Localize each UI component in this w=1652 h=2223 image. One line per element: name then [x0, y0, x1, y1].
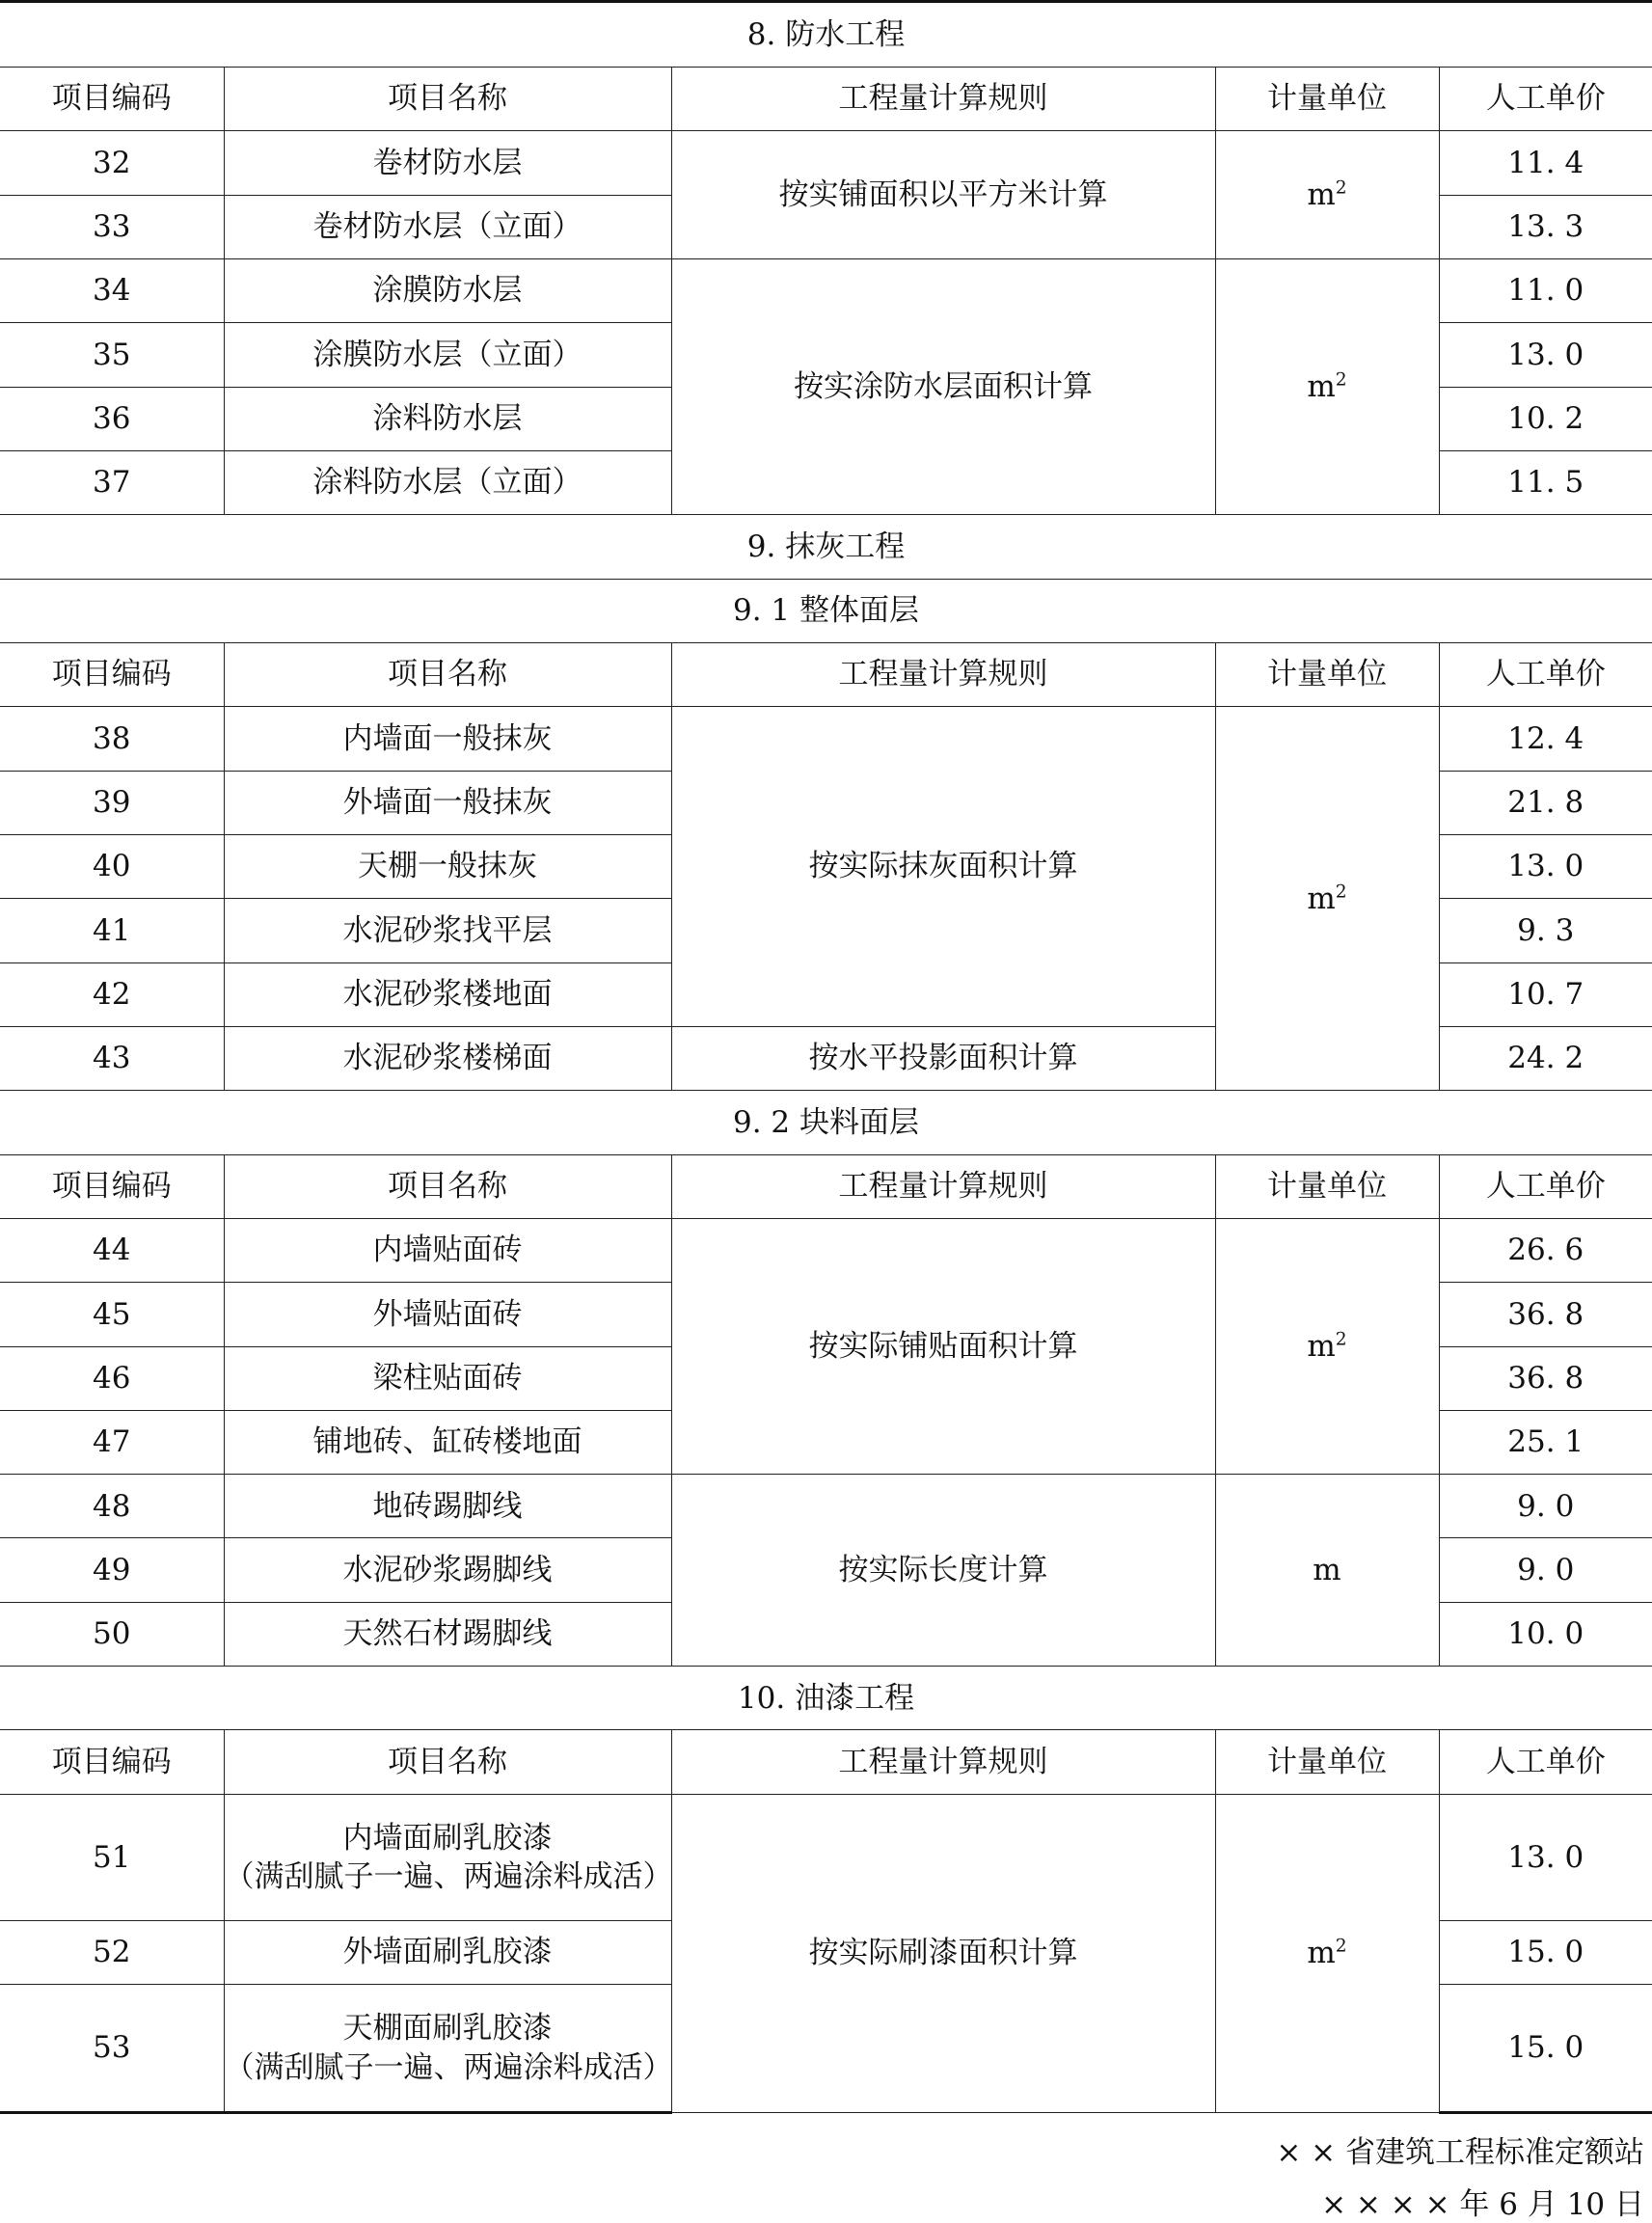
item-name-line: 卷材防水层（立面） — [312, 209, 582, 245]
item-code: 40 — [0, 834, 224, 898]
column-header: 人工单价 — [1439, 67, 1652, 130]
item-name — [224, 899, 671, 962]
labor-price: 11. 4 — [1439, 131, 1652, 195]
item-code: 51 — [0, 1794, 224, 1920]
section-title-row — [0, 2, 1652, 68]
column-header: 项目编码 — [0, 1154, 224, 1218]
item-name — [224, 1794, 671, 1920]
column-header: 项目编码 — [0, 1730, 224, 1794]
unit-cell — [1215, 707, 1439, 1091]
labor-price: 10. 0 — [1439, 1602, 1652, 1666]
calc-rule: 按实涂防水层面积计算 — [671, 258, 1215, 514]
item-name-line: 天然石材踢脚线 — [342, 1616, 553, 1652]
item-name-line: 地砖踢脚线 — [372, 1488, 523, 1524]
unit-cell — [1215, 1218, 1439, 1474]
unit-exponent: 2 — [1335, 369, 1347, 391]
column-header: 人工单价 — [1439, 1154, 1652, 1218]
unit-cell — [1215, 131, 1439, 259]
column-header: 计量单位 — [1215, 642, 1439, 706]
column-header: 计量单位 — [1215, 1154, 1439, 1218]
labor-price: 36. 8 — [1439, 1283, 1652, 1346]
item-name-line: （满刮腻子一遍、两遍涂料成活） — [224, 1858, 673, 1894]
calc-rule: 按实际长度计算 — [671, 1475, 1215, 1667]
unit-exponent: 2 — [1335, 177, 1347, 199]
calc-rule: 按实际刷漆面积计算 — [671, 1794, 1215, 2112]
item-name-line: 涂料防水层（立面） — [312, 465, 582, 501]
item-name — [224, 450, 671, 514]
item-name — [224, 1346, 671, 1410]
item-name — [224, 962, 671, 1026]
unit-exponent: 2 — [1335, 881, 1347, 903]
item-code: 39 — [0, 771, 224, 834]
unit-exponent: 2 — [1335, 1329, 1347, 1350]
item-code: 42 — [0, 962, 224, 1026]
labor-price: 15. 0 — [1439, 1920, 1652, 1984]
unit-base: m — [1307, 881, 1336, 916]
item-name — [224, 1538, 671, 1602]
item-name — [224, 1218, 671, 1282]
column-header: 项目名称 — [224, 1730, 671, 1794]
item-code: 35 — [0, 323, 224, 387]
labor-price: 21. 8 — [1439, 771, 1652, 834]
calc-rule: 按实际抹灰面积计算 — [671, 707, 1215, 1027]
item-code: 32 — [0, 131, 224, 195]
item-name-line: 外墙面刷乳胶漆 — [342, 1935, 553, 1970]
calc-rule: 按水平投影面积计算 — [671, 1026, 1215, 1090]
item-name-line: 天棚面刷乳胶漆 — [342, 2011, 553, 2047]
item-code: 48 — [0, 1475, 224, 1538]
item-name-line: 内墙面一般抹灰 — [342, 720, 553, 756]
item-name-line: 水泥砂浆找平层 — [342, 912, 553, 948]
item-name — [224, 1283, 671, 1346]
section-title: 9. 抹灰工程 — [0, 515, 1652, 579]
item-name — [224, 1475, 671, 1538]
item-code: 52 — [0, 1920, 224, 1984]
column-header: 项目名称 — [224, 1154, 671, 1218]
item-name — [224, 323, 671, 387]
unit-base: m — [1307, 1936, 1336, 1971]
item-code: 33 — [0, 195, 224, 258]
item-code: 45 — [0, 1283, 224, 1346]
column-header: 工程量计算规则 — [671, 67, 1215, 130]
item-name-line: 内墙面刷乳胶漆 — [342, 1820, 553, 1856]
item-name — [224, 1985, 671, 2113]
item-name-line: 外墙贴面砖 — [372, 1296, 523, 1332]
labor-price: 13. 0 — [1439, 1794, 1652, 1920]
header-row — [0, 1730, 1652, 1794]
labor-price: 11. 5 — [1439, 450, 1652, 514]
labor-price: 11. 0 — [1439, 258, 1652, 322]
item-name — [224, 834, 671, 898]
section-title-row — [0, 1091, 1652, 1154]
unit-cell — [1215, 1794, 1439, 2112]
unit-cell — [1215, 258, 1439, 514]
header-row — [0, 1154, 1652, 1218]
labor-price: 24. 2 — [1439, 1026, 1652, 1090]
labor-price: 9. 3 — [1439, 899, 1652, 962]
header-row — [0, 67, 1652, 130]
item-name — [224, 1026, 671, 1090]
item-code: 50 — [0, 1602, 224, 1666]
section-title: 9. 1 整体面层 — [0, 579, 1652, 642]
item-name — [224, 258, 671, 322]
item-name-line: 水泥砂浆楼梯面 — [342, 1041, 553, 1076]
item-code: 38 — [0, 707, 224, 771]
column-header: 项目名称 — [224, 642, 671, 706]
column-header: 工程量计算规则 — [671, 1730, 1215, 1794]
column-header: 计量单位 — [1215, 1730, 1439, 1794]
item-name-line: 外墙面一般抹灰 — [342, 785, 553, 821]
issuer-name: × × 省建筑工程标准定额站 — [1276, 2135, 1644, 2170]
column-header: 人工单价 — [1439, 642, 1652, 706]
item-code: 34 — [0, 258, 224, 322]
calc-rule: 按实际铺贴面积计算 — [671, 1218, 1215, 1474]
item-name — [224, 1602, 671, 1666]
labor-price: 36. 8 — [1439, 1346, 1652, 1410]
column-header: 人工单价 — [1439, 1730, 1652, 1794]
section-title: 8. 防水工程 — [0, 2, 1652, 68]
table-row — [0, 258, 1652, 322]
issue-date: × × × × 年 6 月 10 日 — [1321, 2187, 1644, 2222]
labor-price: 13. 3 — [1439, 195, 1652, 258]
item-name — [224, 707, 671, 771]
item-code: 44 — [0, 1218, 224, 1282]
item-name-line: 水泥砂浆楼地面 — [342, 977, 553, 1013]
column-header: 工程量计算规则 — [671, 1154, 1215, 1218]
column-header: 计量单位 — [1215, 67, 1439, 130]
section-title-row — [0, 579, 1652, 642]
unit-base: m — [1307, 368, 1336, 404]
item-name-line: 梁柱贴面砖 — [372, 1361, 523, 1396]
section-title: 9. 2 块料面层 — [0, 1091, 1652, 1154]
item-name-line: （满刮腻子一遍、两遍涂料成活） — [224, 2049, 673, 2085]
labor-price: 9. 0 — [1439, 1538, 1652, 1602]
section-title-row — [0, 515, 1652, 579]
labor-price: 12. 4 — [1439, 707, 1652, 771]
unit-base: m — [1313, 1553, 1341, 1587]
item-name — [224, 195, 671, 258]
item-code: 46 — [0, 1346, 224, 1410]
section-title-row — [0, 1667, 1652, 1730]
labor-price: 26. 6 — [1439, 1218, 1652, 1282]
item-name-line: 卷材防水层 — [372, 145, 523, 180]
item-name-line: 涂膜防水层（立面） — [312, 337, 582, 372]
item-code: 41 — [0, 899, 224, 962]
unit-cell — [1215, 1475, 1439, 1667]
labor-price: 10. 7 — [1439, 962, 1652, 1026]
unit-base: m — [1307, 1328, 1336, 1364]
table-row — [0, 1218, 1652, 1282]
item-code: 37 — [0, 450, 224, 514]
column-header: 项目名称 — [224, 67, 671, 130]
section-title: 10. 油漆工程 — [0, 1667, 1652, 1730]
item-code: 36 — [0, 387, 224, 450]
table-row — [0, 707, 1652, 771]
item-name-line: 涂料防水层 — [372, 401, 523, 437]
item-code: 47 — [0, 1410, 224, 1474]
labor-price: 9. 0 — [1439, 1475, 1652, 1538]
calc-rule: 按实铺面积以平方米计算 — [671, 131, 1215, 259]
item-name — [224, 131, 671, 195]
column-header: 项目编码 — [0, 67, 224, 130]
item-name — [224, 387, 671, 450]
item-name — [224, 771, 671, 834]
item-name — [224, 1920, 671, 1984]
header-row — [0, 642, 1652, 706]
unit-exponent: 2 — [1335, 1936, 1347, 1957]
item-name-line: 水泥砂浆踢脚线 — [342, 1553, 553, 1587]
item-name-line: 铺地砖、缸砖楼地面 — [312, 1424, 582, 1460]
labor-price: 13. 0 — [1439, 834, 1652, 898]
labor-price: 25. 1 — [1439, 1410, 1652, 1474]
unit-base: m — [1307, 176, 1336, 212]
item-name-line: 涂膜防水层 — [372, 273, 523, 309]
table-row — [0, 1475, 1652, 1538]
column-header: 工程量计算规则 — [671, 642, 1215, 706]
labor-price: 10. 2 — [1439, 387, 1652, 450]
labor-price: 13. 0 — [1439, 323, 1652, 387]
item-name — [224, 1410, 671, 1474]
item-name-line: 内墙贴面砖 — [372, 1233, 523, 1268]
item-code: 53 — [0, 1985, 224, 2113]
item-name-line: 天棚一般抹灰 — [358, 849, 537, 884]
item-code: 49 — [0, 1538, 224, 1602]
table-row — [0, 1794, 1652, 1920]
table-row — [0, 131, 1652, 195]
item-code: 43 — [0, 1026, 224, 1090]
column-header: 项目编码 — [0, 642, 224, 706]
labor-price: 15. 0 — [1439, 1985, 1652, 2113]
